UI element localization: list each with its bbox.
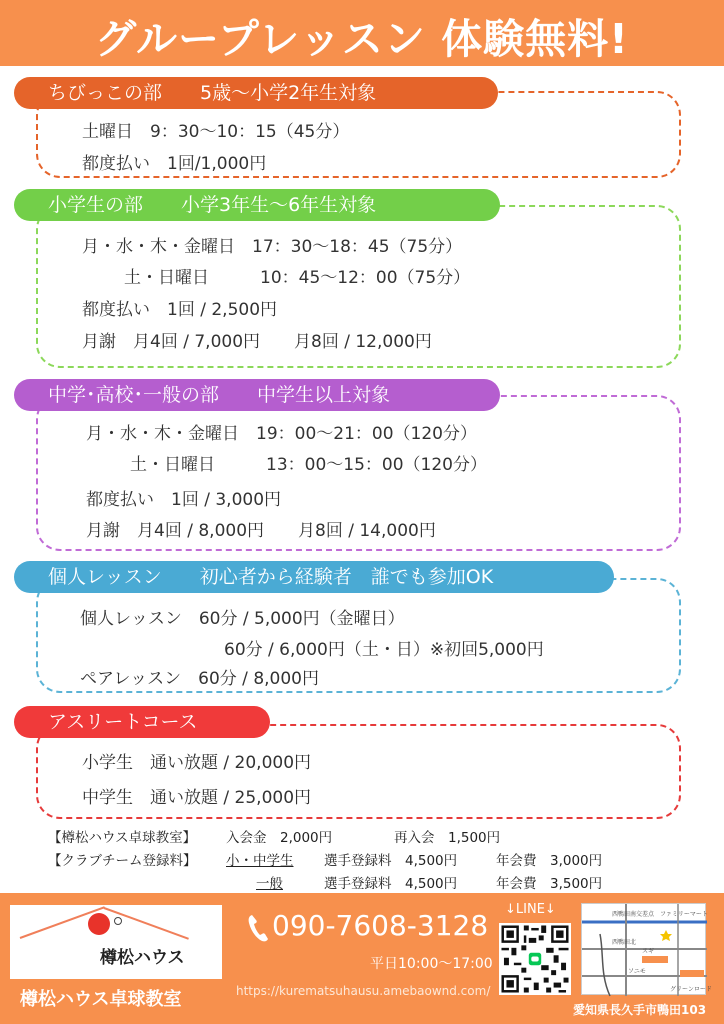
price-row: 都度払い 1回 / 3,000円 [86, 490, 282, 510]
header-banner [0, 0, 724, 66]
footer [0, 893, 724, 1024]
schedule-row: 月・水・木・金曜日 19：00～21：00（120分） [86, 424, 477, 444]
price-row: 都度払い 1回 / 2,500円 [82, 300, 278, 320]
section-heading: 小学生の部 小学3年生～6年生対象 [14, 189, 500, 221]
fees-table [48, 826, 688, 894]
section-heading: ちびっこの部 5歳～小学2年生対象 [14, 77, 498, 109]
section-heading: 中学･高校･一般の部 中学生以上対象 [14, 379, 500, 411]
address: 愛知県長久手市鴨田103 [573, 1003, 707, 1017]
map-label: ファミリーマート [660, 911, 708, 918]
schedule-row: 土・日曜日 13：00～15：00（120分） [130, 455, 487, 475]
lesson-row: 60分 / 6,000円（土・日）※初回5,000円 [224, 640, 544, 660]
reentry-fee: 再入会 1,500円 [394, 830, 501, 846]
map-label: グリーンロード [670, 986, 712, 993]
ball-icon [114, 917, 122, 925]
entry-fee: 入会金 2,000円 [226, 830, 333, 846]
line-label: ↓LINE↓ [505, 902, 556, 917]
website-link[interactable]: https://kurematsuhausu.amebaownd.com/ [236, 984, 491, 998]
map-label: 西鴨田南交差点 [612, 911, 655, 918]
annual-fee: 年会費 3,500円 [496, 876, 603, 892]
section-heading: 個人レッスン 初心者から経験者 誰でも参加OK [14, 561, 614, 593]
lesson-row: 個人レッスン 60分 / 5,000円（金曜日） [80, 609, 405, 629]
course-row: 中学生 通い放題 / 25,000円 [82, 788, 312, 808]
fee-label: 【クラブチーム登録料】 [48, 853, 197, 869]
page-title: グループレッスン 体験無料! [95, 15, 629, 63]
map-label: 西鴨田北 [612, 939, 637, 946]
map-label: ソニモ [628, 968, 646, 975]
phone-number[interactable]: 090-7608-3128 [272, 909, 489, 942]
course-row: 小学生 通い放題 / 20,000円 [82, 753, 312, 773]
lesson-row: ペアレッスン 60分 / 8,000円 [80, 669, 319, 689]
business-hours: 平日10:00～17:00 [370, 956, 493, 972]
schedule-row: 土曜日 9：30～10：15（45分） [82, 122, 350, 142]
logo [10, 905, 222, 979]
schedule-row: 土・日曜日 10：45～12：00（75分） [124, 268, 471, 288]
annual-fee: 年会費 3,000円 [496, 853, 603, 869]
section-heading: アスリートコース [14, 706, 270, 738]
fee-category: 小・中学生 [226, 853, 294, 869]
map-label: スギ [642, 948, 655, 955]
phone-icon [246, 913, 270, 943]
schedule-row: 月・水・木・金曜日 17：30～18：45（75分） [82, 237, 463, 257]
player-fee: 選手登録料 4,500円 [324, 853, 458, 869]
qr-code-icon[interactable] [499, 923, 571, 995]
logo-text: 樽松ハウス [100, 948, 185, 968]
paddle-icon [88, 913, 110, 935]
school-name: 樽松ハウス卓球教室 [20, 989, 182, 1010]
fee-category: 一般 [256, 876, 283, 892]
access-map [581, 903, 712, 995]
price-row: 月謝 月4回 / 8,000円 月8回 / 14,000円 [86, 521, 436, 541]
price-row: 都度払い 1回/1,000円 [82, 154, 267, 174]
player-fee: 選手登録料 4,500円 [324, 876, 458, 892]
price-row: 月謝 月4回 / 7,000円 月8回 / 12,000円 [82, 332, 432, 352]
fee-label: 【樽松ハウス卓球教室】 [48, 830, 197, 846]
